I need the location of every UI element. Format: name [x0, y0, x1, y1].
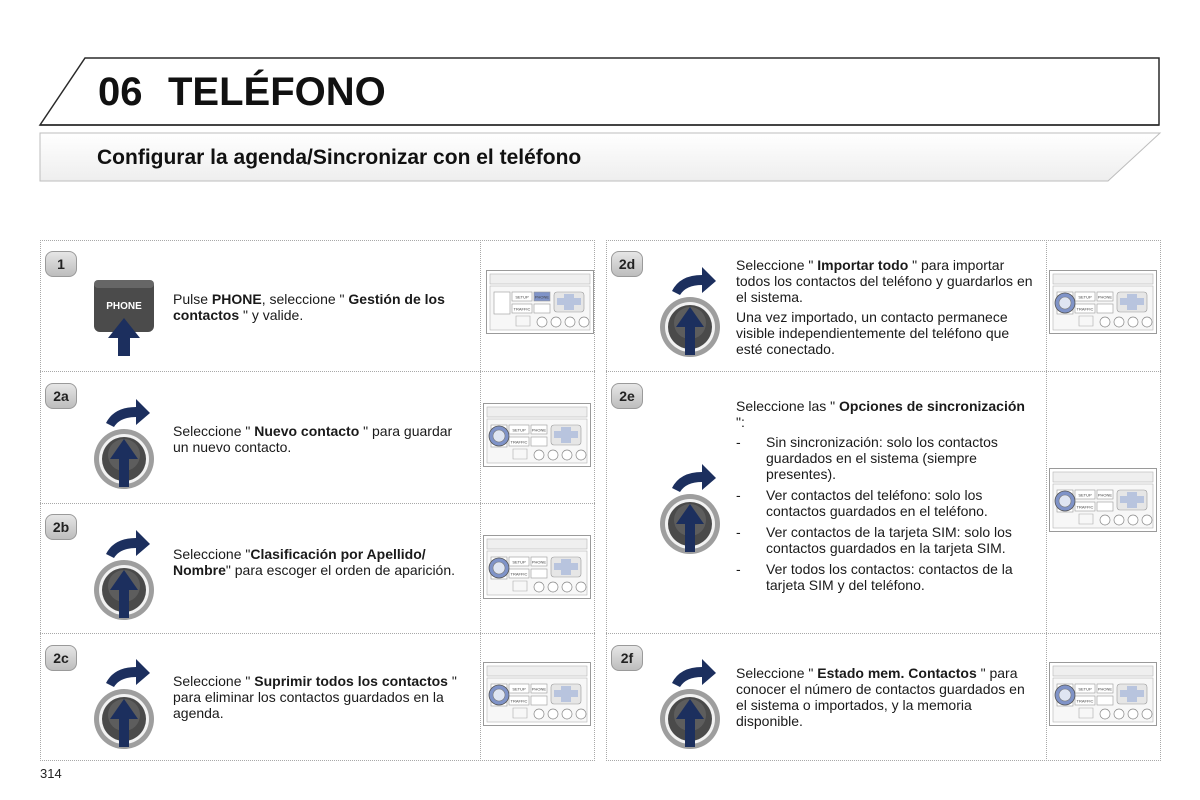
page-number: 314 — [40, 766, 62, 781]
step-2d-knob-icon — [658, 255, 728, 359]
chapter-number: 06 — [98, 70, 143, 114]
svg-text:TRAFFIC: TRAFFIC — [510, 571, 528, 577]
svg-text:PHONE: PHONE — [531, 427, 547, 433]
step-2b-knob-icon — [92, 518, 162, 622]
svg-text:PHONE: PHONE — [534, 294, 550, 300]
step-1-badge: 1 — [45, 251, 77, 277]
svg-text:TRAFFIC: TRAFFIC — [1076, 698, 1094, 704]
list-item: - Sin sincronización: solo los contactos guardados en el sistema (siempre presentes). — [736, 434, 998, 482]
phone-button-label: PHONE — [106, 301, 142, 312]
svg-text:TRAFFIC: TRAFFIC — [1076, 306, 1094, 312]
svg-text:TRAFFIC: TRAFFIC — [1076, 504, 1094, 510]
svg-text:SETUP: SETUP — [512, 559, 526, 565]
step-2f-text: Seleccione " Estado mem. Contactos " para conocer el número de contactos guardados en el sistema o importados, y la memoria disponible. — [736, 665, 1025, 729]
step-2e-badge: 2e — [611, 383, 643, 409]
step-2d-control-panel — [1049, 270, 1157, 334]
step-1-control-panel — [486, 270, 594, 334]
step-2e-control-panel — [1049, 468, 1157, 532]
step-2f-badge: 2f — [611, 645, 643, 671]
step-2b-badge: 2b — [45, 514, 77, 540]
step-2f-control-panel — [1049, 662, 1157, 726]
list-item: - Ver contactos del teléfono: solo los contactos guardados en el teléfono. — [736, 487, 988, 519]
svg-text:PHONE: PHONE — [1097, 686, 1113, 692]
svg-text:PHONE: PHONE — [531, 559, 547, 565]
step-2d-text: Seleccione " Importar todo " para importar todos los contactos del teléfono y guardarlos en el sistema. Una vez importado, un contacto permanece visible independientemente del teléfono que esté conectado. — [736, 257, 1033, 357]
svg-text:PHONE: PHONE — [1097, 492, 1113, 498]
step-2b-control-panel — [483, 535, 591, 599]
step-2a-control-panel — [483, 403, 591, 467]
step-2e-knob-icon — [658, 452, 728, 556]
step-2c-control-panel — [483, 662, 591, 726]
svg-text:SETUP: SETUP — [512, 427, 526, 433]
step-2a-badge: 2a — [45, 383, 77, 409]
svg-text:SETUP: SETUP — [1078, 492, 1092, 498]
section-title: Configurar la agenda/Sincronizar con el teléfono — [97, 146, 582, 169]
step-2d-badge: 2d — [611, 251, 643, 277]
chapter-title: TELÉFONO — [168, 70, 386, 114]
svg-text:PHONE: PHONE — [531, 686, 547, 692]
sync-options-list — [736, 434, 1036, 593]
svg-text:TRAFFIC: TRAFFIC — [510, 439, 528, 445]
svg-text:SETUP: SETUP — [1078, 294, 1092, 300]
step-2c-text: Seleccione " Suprimir todos los contactos " para eliminar los contactos guardados en la agenda. — [173, 673, 457, 721]
step-2f-knob-icon — [658, 647, 728, 751]
step-2a-text: Seleccione " Nuevo contacto " para guardar un nuevo contacto. — [173, 423, 453, 455]
svg-text:SETUP: SETUP — [512, 686, 526, 692]
svg-text:TRAFFIC: TRAFFIC — [513, 306, 531, 312]
svg-text:SETUP: SETUP — [1078, 686, 1092, 692]
phone-button-press-icon — [86, 244, 166, 364]
step-2c-knob-icon — [92, 647, 162, 751]
step-2a-knob-icon — [92, 387, 162, 491]
step-2c-badge: 2c — [45, 645, 77, 671]
svg-text:SETUP: SETUP — [515, 294, 529, 300]
svg-text:TRAFFIC: TRAFFIC — [510, 698, 528, 704]
list-item: - Ver contactos de la tarjeta SIM: solo los contactos guardados en la tarjeta SIM. — [736, 524, 1012, 556]
step-1-text: Pulse PHONE, seleccione " Gestión de los contactos " y valide. — [173, 291, 445, 323]
list-item: - Ver todos los contactos: contactos de la tarjeta SIM y del teléfono. — [736, 561, 1013, 593]
step-2e-text: Seleccione las " Opciones de sincronización ": - Sin sincronización: solo los contactos guardados en el sistema (siempre presentes). - Ver contactos del teléfono: solo los contactos guardados en el teléfono. - Ver contactos de la tarjeta SIM: solo los contactos guardados en la tarjeta SIM. - Ver todos los contactos: contactos de la tarjeta SIM y del teléfono. — [736, 398, 1036, 598]
step-2b-text: Seleccione "Clasificación por Apellido/ Nombre" para escoger el orden de aparición. — [173, 546, 456, 578]
svg-text:PHONE: PHONE — [1097, 294, 1113, 300]
